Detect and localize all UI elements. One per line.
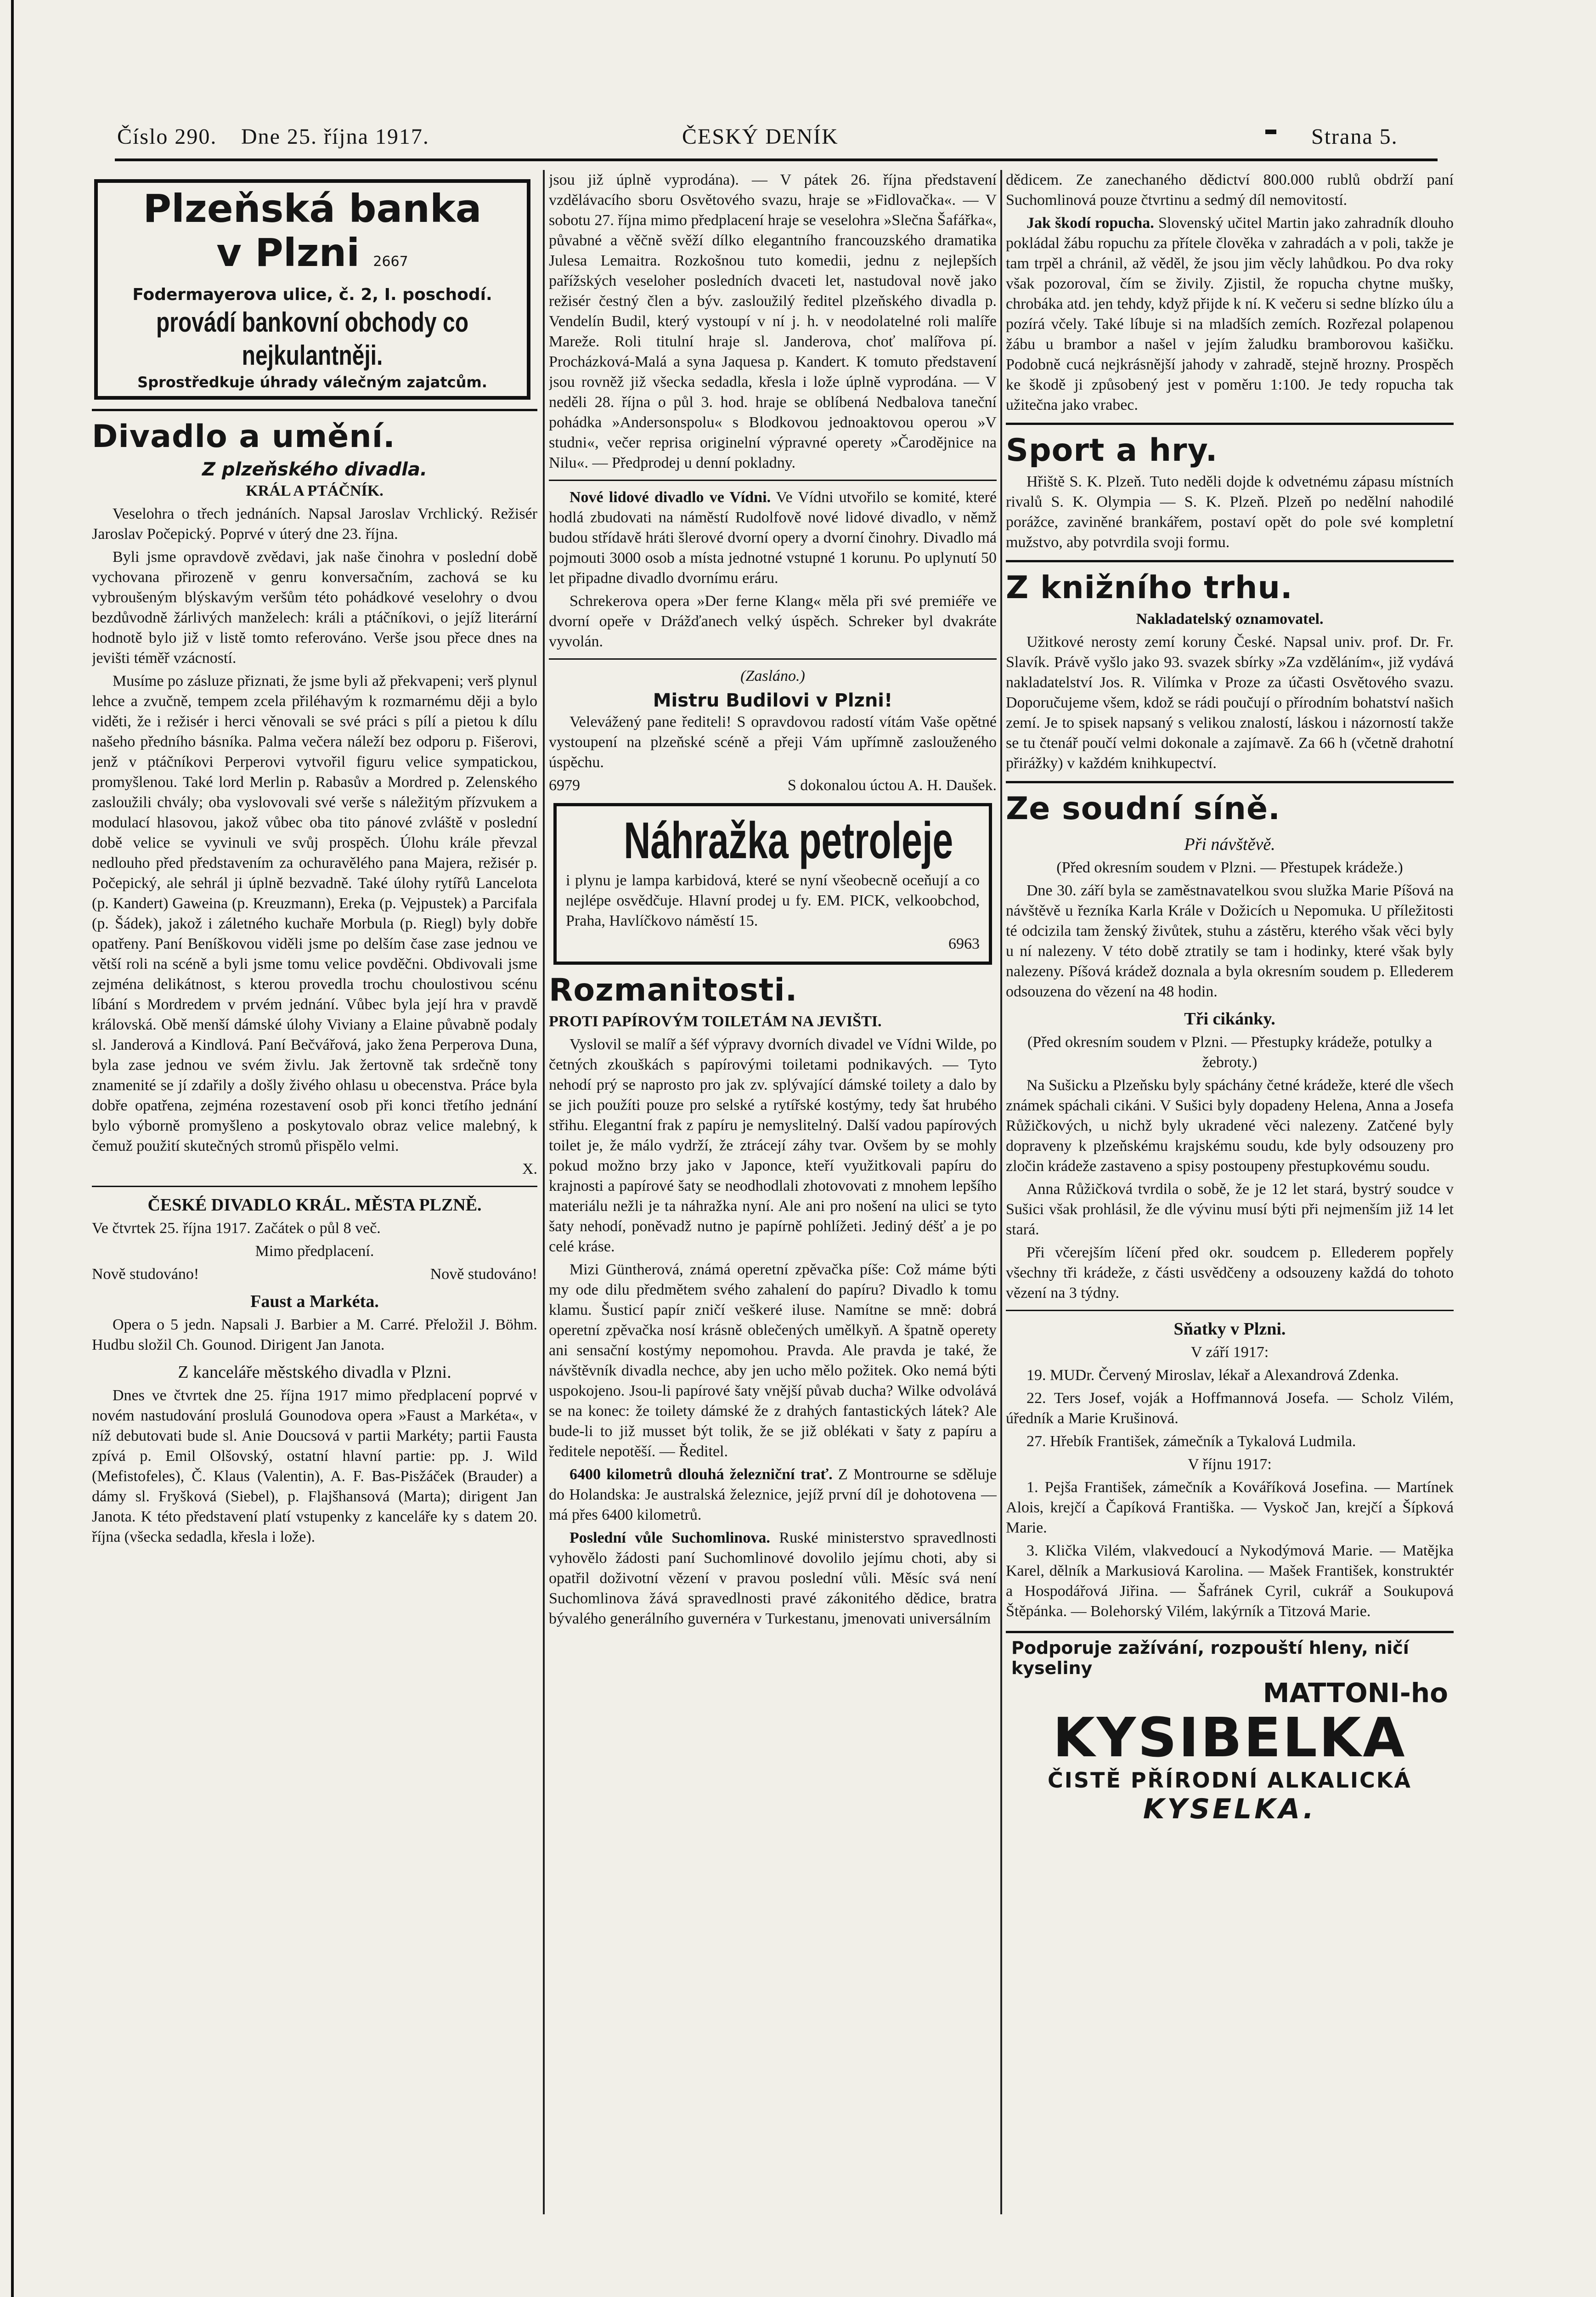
bank-address: Fodermayerova ulice, č. 2, I. poschodí. xyxy=(132,285,492,304)
bank-city xyxy=(102,231,522,284)
article-paragraph-1: Vyslovil se malíř a šéf výpravy dvorních divadel ve Vídni Wilde, po četných zkouškách s papírovými toiletami podnikavých. — Tyto nehodí prý se naprosto pro jak zv. splývající dámské toilety a dalo by se jich použíti pouze pro selské a rytířské kostýmy, tedy šat hrubého střihu. Elegantní frak z papíru je nemyslitelný. Další vadou papírových toilet je, že málo vydrží, že ztrácejí záhy tvar. Ovšem by se mohly pokud možno brzy jako v Japonce, kteří využitkovali papíru do krajnosti a papírové šaty se neodhodlali zhotovovati z mnohem lepšího materiálu nežli je ta náhražka nyní. Ale ani pro nošení na ulici se tyto šaty nehodí, poněvadž nutno je papírně pohlížeti. Jediný déšť a je po celé kráse. xyxy=(549,1036,997,1255)
toad-title: Jak škodí ropucha. xyxy=(1026,215,1154,232)
theatre-program-mimo: Mimo předplacení. xyxy=(255,1243,374,1260)
newspaper-title: ČESKÝ DENÍK xyxy=(682,124,839,149)
schreker-opera: Schrekerova opera »Der ferne Klang« měla při své premiéře ve dvorní opeře v Drážďanech velký úspěch. Schreker byl dvakráte vyvolán. xyxy=(549,593,997,650)
letter-sign xyxy=(549,775,997,796)
marriages-month-1: V září 1917: xyxy=(1190,1344,1269,1361)
railway-note xyxy=(549,1465,997,1525)
bank-note: Sprostředkuje úhrady válečným zajatcům. xyxy=(137,373,487,391)
mattoni-ad-product: KYSIBELKA xyxy=(1053,1706,1407,1769)
will-text: Ruské ministerstvo spravedlnosti vyhovělo žádosti paní Suchomlinové dovolilo jejímu choti, aby si opatřil doživotní vězení v pravou poslední vůli. Měsíc svá není Suchomlinova žává spravedlnosti pravé zákonitého dědice, bratra bývalého generálního guvernéra v Turkestanu, jmenovati universálním xyxy=(549,1529,997,1627)
court-sub-1: (Před okresním soudem v Plzni. — Přestupek krádeže.) xyxy=(1056,859,1403,876)
court-paragraph-1: Dne 30. září byla se zaměstnavatelkou svou služka Marie Píšová na návštěvě u řezníka Karla Krále v Dožicích u Nepomuka. U příležitosti té odcizila tam ženský živůtek, stuhu a zástěru, kterého však věci byly u ní nalezeny. V této době ztratily se tam i hodinky, které však byly nalezeny. Píšová krádež doznala a byla okresním soudem p. Ellederem odsouzena do vězení na 48 hodin. xyxy=(1006,882,1454,1000)
letter-title: Mistru Budilovi v Plzni! xyxy=(653,690,893,711)
section-title-divadlo: Divadlo a umění. xyxy=(92,419,395,455)
column-2 xyxy=(549,170,997,2223)
play-title: KRÁL A PTÁČNÍK. xyxy=(246,482,383,499)
bank-slogan: provádí bankovní obchody co nejkulantněji. xyxy=(156,307,469,371)
marriages-title: Sňatky v Plzni. xyxy=(1173,1319,1286,1339)
newspaper-page xyxy=(14,0,1596,2297)
left-page-edge xyxy=(0,0,14,2297)
opera-title: Faust a Markéta. xyxy=(250,1292,379,1311)
toad-note xyxy=(1006,213,1454,415)
vienna-theatre xyxy=(549,487,997,588)
court-paragraph-4: Při včerejším líčení před okr. soudcem p. Ellederem popřely všechny tři krádeže, z části usvědčeny a odsouzeny každá do tohoto vězení na 3 týdny. xyxy=(1006,1244,1454,1301)
mattoni-advertisement xyxy=(1006,1631,1454,1830)
section-title-rozmanitosti: Rozmanitosti. xyxy=(549,972,798,1008)
court-sub-2: (Před okresním soudem v Plzni. — Přestupky krádeže, potulky a žebroty.) xyxy=(1027,1034,1432,1071)
review-paragraph-2: Musíme po zásluze přiznati, že jsme byli až překvapeni; verš plynul lehce a zvučně, tempem zcela přiléhavým k rozmarnému ději a bylo viděti, že i režisér i herci věnovali se své práci s pílí a pietou k dílu našeho předního básníka. Palma večera náleží bez odporu p. Fišerovi, jenž v ptáčníkovi Perperovi vytvořil figuru velice sympatickou, promyšlenou. Také lord Merlin p. Rabasův a Mordred p. Zelenského zasloužili chvály; oba vyslovovali své verše s náležitým přízvukem a modulací hlasovou, jakož vůbec oba tito pánové zvláště v poslední době velice se vyvinuli ve svůj prospěch. Úlohu krále převzal nedlouho před představením za ochuravělého pana Majera, režisér p. Počepický, ale sehrál ji úplně bezvadně. Také úlohy rytířů Lancelota (p. Kandert) Gaweina (p. Kreuzmann), Ereka (p. Vejpustek) a Parcifala (p. Šádek), jakož i záletného kuchaře Morbula (p. Riegl) byly dobře opatřeny. Paní Beníškovou viděli jsme po delším čase zase jednou ve větší roli na scéně a byli jsme tomu velice povděčni. Obdivovali jsme zejména delikátnost, s kterou provedla trochu choulostivou scénu líbání s Mordredem v prvém jednání. Vůbec byla její hra v pravdě královská. Obě menší dámské úlohy Viviany a Elaine půvabně podaly sl. Janderová a Kindlová. Paní Bečvářová, jako žena Perperova Duna, byla zase jednou ve svém živlu. Jak žertovně tak srdečně tony znamenité se jí zdařily a došly živého ohlasu u obecenstva. Práce byla dobře opatřena, zejména rozestavení osob při konci třetího jednání bylo výborně promyšleno a poskytovalo obraz velice malebný, k čemuž použití skutečných stromů přispělo velmi. xyxy=(92,673,537,1154)
office-title: Z kanceláře městského divadla v Plzni. xyxy=(178,1363,451,1382)
letter-text: Velevážený pane řediteli! S opravdovou radostí vítám Vaše opětné vystoupení na plzeňské scéně a přeji Vám upřímně zaslouženého úspěchu. xyxy=(549,713,997,771)
divider xyxy=(549,480,997,481)
petroleum-ad-code: 6963 xyxy=(948,935,980,952)
opera-info: Opera o 5 jedn. Napsali J. Barbier a M. Carré. Přeložil J. Böhm. Hudbu složil Ch. Gounod. Dirigent Jan Janota. xyxy=(92,1316,537,1353)
review-signature: X. xyxy=(522,1160,537,1177)
divider xyxy=(1006,560,1454,562)
article-title: PROTI PAPÍROVÝM TOILETÁM NA JEVIŠTI. xyxy=(549,1013,882,1030)
railway-title: 6400 kilometrů dlouhá železniční trať. xyxy=(570,1466,833,1483)
page-number: Strana 5. xyxy=(1311,124,1398,149)
divider xyxy=(1006,1310,1454,1311)
section-title-court: Ze soudní síně. xyxy=(1006,791,1280,827)
issue-date: Dne 25. října 1917. xyxy=(241,124,429,149)
vienna-theatre-title: Nové lidové divadlo ve Vídni. xyxy=(570,489,771,506)
books-subtitle: Nakladatelský oznamovatel. xyxy=(1136,611,1324,628)
review-paragraph-1: Byli jsme opravdově zvědavi, jak naše činohra v poslední době vychovana přirozeně v genru konversačním, zachová se ku vybroušeným blýskavým veršům této pohádkové veselohry o dvou bezdůvodně žárlivých manželech: králi a ptáčníkovi, o jejíž literární hodnotě bylo již v listě tomto referováno. Verše jsou přece dnes na jevišti téměř vzácností. xyxy=(92,549,537,667)
divider xyxy=(1006,781,1454,783)
mattoni-ad-line: ČISTĚ PŘÍRODNÍ ALKALICKÁ xyxy=(1048,1768,1412,1793)
divider xyxy=(1006,423,1454,425)
column-3 xyxy=(1006,170,1454,2223)
section-title-sport: Sport a hry. xyxy=(1006,432,1218,469)
marriage-entry-3: 27. Hřebík František, zámečník a Tykalová Ludmila. xyxy=(1026,1433,1356,1450)
section-title-books: Z knižního trhu. xyxy=(1006,570,1293,606)
letter-signature: S dokonalou úctou A. H. Daušek. xyxy=(787,777,997,794)
play-intro: Veselohra o třech jednáních. Napsal Jaroslav Vrchlický. Režisér Jaroslav Počepický. Poprvé v úterý dne 23. října. xyxy=(92,505,537,543)
divider xyxy=(92,1186,537,1187)
office-text: Dnes ve čtvrtek dne 25. října 1917 mimo předplacení poprvé v novém nastudování proslulá Gounodova opera »Faust a Markéta«, v níž debutovati bude sl. Anie Doucsová v partii Markéty; partii Fausta zpívá p. Emil Olšovský, ostatní hlavní partie: pp. J. Wild (Mefistofeles), Č. Klaus (Valentin), A. F. Bas-Pisžáček (Brauder) a dámy sl. Fryšková (Siebel), p. Flajšhansová (Marta); dirigent Jan Janota. K této představení platí vstupenky z kanceláře ky s datem 20. října (všecka sedadla, křesla i lože). xyxy=(92,1387,537,1545)
court-title-1: Při návštěvě. xyxy=(1184,835,1275,854)
marriage-entry-1: 19. MUDr. Červený Miroslav, lékař a Alexandrová Zdenka. xyxy=(1026,1367,1399,1384)
vienna-theatre-text: Ve Vídni utvořilo se komité, které hodlá zbudovati na náměstí Rudolfově nové lidové divadlo, v němž budou střídavě hráti šlerové dvorní opery a dvorní činohry. Divadlo má pojmouti 3000 osob a místa jednotné vstupné 1 korunu. Po uplynutí 50 let připadne divadlo dvornímu eráru. xyxy=(549,489,997,587)
page-header xyxy=(117,124,1435,161)
theatre-program-date: Ve čtvrtek 25. října 1917. Začátek o půl 8 več. xyxy=(92,1220,381,1237)
bank-city-text: v Plzni xyxy=(216,230,360,275)
petroleum-ad-text: i plynu je lampa karbidová, které se nyní všeobecně oceňují a co nejlépe osvědčuje. Hlavní prodej u fy. EM. PICK, velkoobchod, Praha, Havlíčkovo náměstí 15. xyxy=(566,872,980,929)
header-rule xyxy=(115,158,1438,161)
article-paragraph-2: Mizi Güntherová, známá operetní zpěvačka píše: Což máme býti my ode dilu předmětem svého zahalení do papíru? Divadlo k tomu klamu. Šusticí papír zničí veškeré iluse. Namítne se mně: dobrá operetní zpěvačka nosí krásně oblečených umělkyň. A špatně operety ani sensační kostýmy nepomohou. Pravda. Ale pravda je také, že návštěvník divadla nechce, aby jen ucho mělo požitek. Oko nemá býti uspokojeno. Jsou-li papírové šaty vnější půvab ducha? Wilke odvolává se na konec: že toilety dámské že z drahých fantastických látek? Ale bude-li to již musset být tolik, že se již oblékati v šaty z papíru a ředitele nepotěší. — Ředitel. xyxy=(549,1261,997,1460)
divider xyxy=(549,658,997,660)
marriage-entry-4: 1. Pejša František, zámečník a Kováříková Josefina. — Martínek Alois, krejčí a Čapíková Františka. — Vyskoč Jan, krejčí a Šípková Marie. xyxy=(1006,1479,1454,1536)
marriage-entry-2: 22. Ters Josef, voják a Hoffmannová Josefa. — Scholz Vilém, úředník a Marie Krušinová. xyxy=(1006,1390,1454,1427)
column-rule-2 xyxy=(1000,170,1002,2214)
issue-number: Číslo 290. xyxy=(117,124,217,149)
petroleum-ad-headline: Náhražka petroleje xyxy=(624,812,953,869)
mattoni-ad-tagline: Podporuje zažívání, rozpouští hleny, ničí kyseliny xyxy=(1011,1638,1409,1678)
will-continued: dědicem. Ze zanechaného dědictví 800.000 rublů obdrží paní Suchomlinová pouze čtvrtinu a sedmý díl nemovitostí. xyxy=(1006,171,1454,209)
subsection-title: Z plzeňského divadla. xyxy=(202,459,428,480)
new-label-2: Nově studováno! xyxy=(430,1266,537,1283)
theatre-program-title: ČESKÉ DIVADLO KRÁL. MĚSTA PLZNĚ. xyxy=(147,1195,482,1215)
will-title: Poslední vůle Suchomlinova. xyxy=(570,1529,770,1546)
bank-advertisement xyxy=(94,179,530,400)
books-text: Užitkové nerosty zemí koruny České. Napsal univ. prof. Dr. Fr. Slavík. Právě vyšlo jako 93. svazek sbírky »Za vzděláním«, již vydává nakladatelství Jos. R. Vilímka v Proze za účasti Osvětového svazu. Doporučujeme všem, kdož se rádi poučují o přírodním bohatství našich zemí. Je to spisek napsaný s velikou znalostí, láskou i názorností takže se tu čtenář poučí velmi dokonale a zajímavě. Za 66 h (včetně drahotní přirážky) v každém knihkupectví. xyxy=(1006,634,1454,772)
mattoni-ad-brand: MATTONI-ho xyxy=(1263,1677,1448,1709)
court-paragraph-3: Anna Růžičková tvrdila o sobě, že je 12 let stará, bystrý soudce v Sušici však prohlásil, že dle vývinu musí býti při nejmenším již 14 let stará. xyxy=(1006,1181,1454,1238)
marriage-entry-5: 3. Klička Vilém, vlakvedoucí a Nykodýmová Marie. — Matějka Karel, dělník a Markusiová Karolina. — Mašek František, konstruktér a Hospodářová Jiřina. — Šafránek Cyril, cukrář a Soukupová Štěpánka. — Bolehorský Vilém, lakýrník a Titzová Marie. xyxy=(1006,1542,1454,1620)
will-note xyxy=(549,1528,997,1629)
mattoni-ad-kyselka: KYSELKA. xyxy=(1143,1793,1317,1825)
divider xyxy=(92,409,537,411)
marriages-month-2: V říjnu 1917: xyxy=(1188,1456,1272,1473)
bank-ad-code: 2667 xyxy=(373,254,408,270)
petroleum-advertisement xyxy=(553,803,992,965)
bank-name: Plzeňská banka xyxy=(143,186,482,231)
theatre-program-new xyxy=(92,1264,537,1284)
letter-code: 6979 xyxy=(549,777,580,794)
theatre-continued: jsou již úplně vyprodána). — V pátek 26. října představení vzdělávacího sboru Osvětového svazu, hraje se »Fidlovačka«. — V sobotu 27. října mimo předplacení hraje se veselohra »Slečna Šafářka«, půvabné a věčně svěží dílko elegantního francouzského dramatika Julesa Lemaitra. Rozkošnou tuto komedii, jednu z nejlepších pařížských veseloher posledních dvaceti let, nastudoval nově jako režisér čestný člen a býv. zasloužilý ředitel plzeňského divadla p. Vendelín Budil, který vystoupí v ní j. h. v neodolatelné roli malíře Mareže. Roli titulní hraje sl. Janderova, choť malířova pí. Procházková-Malá a syna Jaquesa p. Kandert. K tomuto představení jsou rovněž již všecka sedadla, křesla i lože úplně vyprodána. — V neděli 28. října o půl 3. hod. hraje se oblíbená Nedbalova taneční pohádka »Andersonspolu« s Blodkovou jednoaktovou operou »V studni«, večer reprisa originelní výpravné operety »Čarodějnice na Nilu«. — Předprodej u denní pokladny. xyxy=(549,171,997,471)
sport-text: Hřiště S. K. Plzeň. Tuto neděli dojde k odvetnému zápasu místních rivalů S. K. Olympia — S. K. Plzeň. Plzeň po nedělní nahodilé porážce, zaviněné brankářem, postaví opět do pole své kompletní mužstvo, aby potvrdila svoji formu. xyxy=(1006,473,1454,551)
column-1 xyxy=(92,170,537,2223)
zaslano-label: (Zasláno.) xyxy=(740,668,805,685)
toad-text: Slovenský učitel Martin jako zahradník dlouho pokládal žábu ropuchu za přítele člověka v zahradách a v poli, takže je tam trpěl a chránil, až věděl, že jsou jim věcly lahůdkou. Po dva roky však pozoroval, čím se živily. Zjistil, že ropucha chytne mušky, chrobáka atd. jen tehdy, když přijde k ní. K večeru si sedne blízko úlu a pozírá včely. Také líbuje si na mladších zemích. Rozřezal polapenou žábu u brambor a našel v jejím žaludku bramborovou kašičku. Podobně cucá nejkrásnější jahody v zahradě, stejně hrozny. Prospěch ke škodě ji způsobený jest v poměru 1:100. Je tedy ropucha tak užitečna jako vrabec. xyxy=(1006,215,1454,413)
railway-text: Z Montrourne se sděluje do Holandska: Je australská železnice, jejíž první díl je dohotovena — má přes 6400 kilometrů. xyxy=(549,1466,997,1523)
court-paragraph-2: Na Sušicku a Plzeňsku byly spáchány četné krádeže, které dle všech známek spáchali cikáni. V Sušici byly dopadeny Helena, Anna a Josefa Růžičkových, u nichž byly ukradené věci nalezeny. Zatčené byly dopraveny k plzeňskému krajskému soudu, kde byly odsouzeny pro zločin krádeže zastaveno a spisy postoupeny přestupkovému soudu. xyxy=(1006,1077,1454,1175)
court-title-2: Tři cikánky. xyxy=(1184,1009,1275,1029)
new-label-1: Nově studováno! xyxy=(92,1266,199,1283)
column-rule-1 xyxy=(543,170,545,2214)
